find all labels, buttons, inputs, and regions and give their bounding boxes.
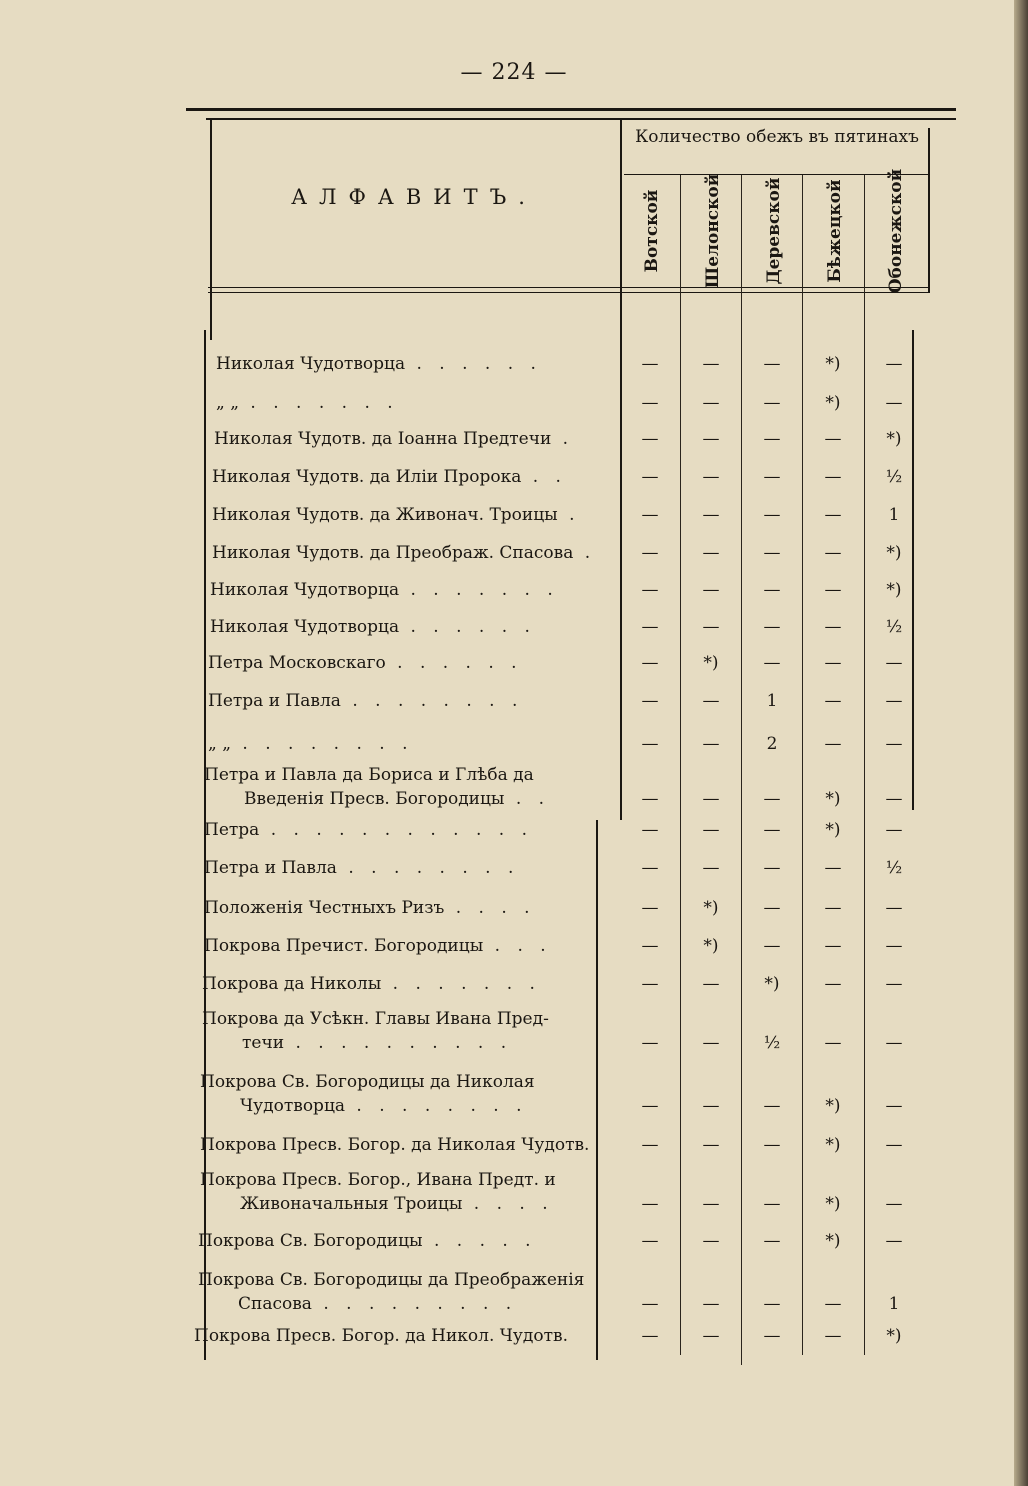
cell-bezhetskoy: *)	[825, 1194, 841, 1214]
cell-shelonskoy: —	[702, 1135, 720, 1155]
row-name	[210, 615, 610, 639]
row-name	[202, 972, 602, 996]
cell-shelonskoy: —	[702, 820, 720, 840]
leader-dots: . . . . . .	[399, 617, 536, 637]
cell-derevskoy: —	[763, 1135, 781, 1155]
cell-bezhetskoy: —	[824, 936, 842, 956]
leader-dots: . . . . . . .	[399, 580, 559, 600]
cell-votskoy: —	[641, 617, 659, 637]
cell-derevskoy: —	[763, 820, 781, 840]
cell-bezhetskoy: —	[824, 467, 842, 487]
leader-dots: . . . . . .	[385, 653, 523, 673]
cell-obonezhskoy: —	[885, 898, 903, 918]
cell-obonezhskoy: *)	[886, 580, 902, 600]
row-name-line1: Покрова Пресв. Богор. да Николая Чудотв.	[200, 1135, 590, 1155]
leader-dots: . .	[504, 789, 551, 809]
leader-dots: .	[551, 429, 575, 449]
row-name-line1: Петра и Павла	[208, 691, 341, 711]
cell-derevskoy: —	[763, 1231, 781, 1251]
cell-derevskoy: —	[763, 936, 781, 956]
row-name-line1: Покрова Пресв. Богор. да Никол. Чудотв.	[194, 1326, 568, 1346]
cell-bezhetskoy: —	[824, 1033, 842, 1053]
row-name	[200, 1168, 600, 1216]
cell-derevskoy: —	[763, 1096, 781, 1116]
row-name	[204, 763, 604, 811]
row-name	[204, 934, 604, 958]
row-name-line2: Введенія Пресв. Богородицы . .	[244, 789, 551, 809]
cell-shelonskoy: —	[702, 1326, 720, 1346]
leader-dots: . . . .	[462, 1194, 554, 1214]
cell-derevskoy: —	[763, 617, 781, 637]
row-name-line1: Николая Чудотв. да Преображ. Спасова	[212, 543, 574, 563]
column-header-shelonskoy: Шелонской	[703, 173, 723, 289]
row-name-line2: течи . . . . . . . . . .	[242, 1033, 513, 1053]
cell-bezhetskoy: —	[824, 653, 842, 673]
cell-votskoy: —	[641, 858, 659, 878]
column-header-votskoy: Вотской	[642, 189, 662, 273]
cell-shelonskoy: —	[702, 580, 720, 600]
cell-shelonskoy: —	[702, 1294, 720, 1314]
cell-shelonskoy: *)	[703, 936, 719, 956]
cell-shelonskoy: *)	[703, 898, 719, 918]
cell-derevskoy: —	[763, 429, 781, 449]
cell-bezhetskoy: *)	[825, 789, 841, 809]
cell-bezhetskoy: —	[824, 429, 842, 449]
top-rule-inner	[206, 118, 956, 120]
row-name	[208, 732, 608, 756]
row-name	[204, 896, 604, 920]
cell-derevskoy: *)	[764, 974, 780, 994]
cell-obonezhskoy: —	[885, 354, 903, 374]
row-name-line1: Николая Чудотворца	[210, 617, 400, 637]
cell-votskoy: —	[641, 393, 659, 413]
cell-bezhetskoy: *)	[825, 354, 841, 374]
cell-votskoy: —	[641, 543, 659, 563]
cell-votskoy: —	[641, 1231, 659, 1251]
column-header-derevskoy: Деревской	[764, 177, 784, 285]
cell-votskoy: —	[641, 1326, 659, 1346]
leader-dots: . . . . . . . .	[231, 734, 414, 754]
row-name-line2: Чудотворца . . . . . . . .	[240, 1096, 528, 1116]
cell-obonezhskoy: —	[885, 1033, 903, 1053]
row-name-line1: Покрова да Усѣкн. Главы Ивана Пред-	[202, 1009, 549, 1029]
cell-votskoy: —	[641, 1033, 659, 1053]
row-name	[202, 1007, 602, 1055]
row-name	[208, 689, 608, 713]
cell-votskoy: —	[641, 1294, 659, 1314]
cell-bezhetskoy: —	[824, 580, 842, 600]
row-name	[210, 578, 610, 602]
row-name-line1: Николая Чудотв. да Иліи Пророка	[212, 467, 522, 487]
cell-shelonskoy: —	[702, 691, 720, 711]
leader-dots: .	[557, 505, 581, 525]
cell-obonezhskoy: —	[885, 789, 903, 809]
row-name	[216, 352, 616, 376]
cell-votskoy: —	[641, 505, 659, 525]
leader-dots: . . . . . . .	[239, 393, 399, 413]
row-name-line2: Спасова . . . . . . . . .	[238, 1294, 518, 1314]
cell-bezhetskoy: —	[824, 691, 842, 711]
row-name-line1: Петра и Павла да Бориса и Глѣба да	[204, 765, 534, 785]
cell-obonezhskoy: —	[885, 936, 903, 956]
leader-dots: . . . . . . . .	[336, 858, 520, 878]
cell-votskoy: —	[641, 789, 659, 809]
cell-derevskoy: —	[763, 1326, 781, 1346]
row-name	[198, 1229, 598, 1253]
cell-shelonskoy: —	[702, 734, 720, 754]
row-name-line1: Николая Чудотворца	[210, 580, 400, 600]
row-name-line1: Петра Московскаго	[208, 653, 386, 673]
row-name-line1: Николая Чудотв. да Іоанна Предтечи	[214, 429, 552, 449]
row-name-line1: „ „	[208, 734, 232, 754]
cell-bezhetskoy: —	[824, 1294, 842, 1314]
header-double-rule	[208, 287, 930, 293]
row-name-line1: Покрова Св. Богородицы да Преображенія	[198, 1270, 585, 1290]
cell-shelonskoy: —	[702, 543, 720, 563]
obzhi-group-header: Количество обежъ въ пятинахъ	[635, 127, 919, 147]
cell-shelonskoy: —	[702, 858, 720, 878]
cell-bezhetskoy: *)	[825, 1096, 841, 1116]
cell-obonezhskoy: —	[885, 820, 903, 840]
cell-obonezhskoy: —	[885, 1096, 903, 1116]
row-name	[204, 818, 604, 842]
cell-derevskoy: —	[763, 858, 781, 878]
leader-dots: . . . . . . . . . .	[284, 1033, 513, 1053]
leader-dots: . . . . .	[422, 1231, 537, 1251]
cell-shelonskoy: *)	[703, 653, 719, 673]
cell-obonezhskoy: —	[885, 1194, 903, 1214]
cell-votskoy: —	[641, 429, 659, 449]
cell-derevskoy: —	[763, 898, 781, 918]
cell-obonezhskoy: ½	[885, 617, 903, 637]
column-header-bezhetskoy: Бѣжецкой	[825, 179, 845, 283]
cell-derevskoy: —	[763, 580, 781, 600]
row-name	[212, 465, 612, 489]
row-name-line1: Покрова Св. Богородицы да Николая	[200, 1072, 535, 1092]
cell-derevskoy: —	[763, 543, 781, 563]
cell-derevskoy: —	[763, 653, 781, 673]
cell-derevskoy: —	[763, 467, 781, 487]
cell-votskoy: —	[641, 691, 659, 711]
row-name-line1: Покрова Св. Богородицы	[198, 1231, 423, 1251]
cell-derevskoy: —	[763, 789, 781, 809]
cell-derevskoy: ½	[763, 1033, 781, 1053]
row-name-line1: Покрова Пресв. Богор., Ивана Предт. и	[200, 1170, 556, 1190]
cell-derevskoy: 1	[766, 691, 778, 711]
cell-bezhetskoy: —	[824, 858, 842, 878]
row-name	[212, 503, 612, 527]
leader-dots: . . . . . . . .	[345, 1096, 528, 1116]
leader-dots: . .	[521, 467, 567, 487]
leader-dots: . . . . . . .	[381, 974, 541, 994]
cell-obonezhskoy: 1	[888, 1294, 900, 1314]
row-name-line1: Покрова да Николы	[202, 974, 382, 994]
cell-obonezhskoy: —	[885, 691, 903, 711]
cell-votskoy: —	[641, 653, 659, 673]
page-edge	[1014, 0, 1028, 1486]
cell-shelonskoy: —	[702, 789, 720, 809]
cell-votskoy: —	[641, 580, 659, 600]
cell-derevskoy: —	[763, 505, 781, 525]
row-name-line2: Живоначальныя Троицы . . . .	[240, 1194, 554, 1214]
cell-derevskoy: 2	[766, 734, 778, 754]
cell-derevskoy: —	[763, 354, 781, 374]
row-name	[194, 1324, 594, 1348]
row-name	[212, 541, 612, 565]
cell-bezhetskoy: —	[824, 543, 842, 563]
row-name	[200, 1133, 600, 1157]
leader-dots: . . .	[483, 936, 552, 956]
row-name	[214, 427, 614, 451]
row-name-line1: Петра	[204, 820, 260, 840]
cell-votskoy: —	[641, 354, 659, 374]
cell-bezhetskoy: —	[824, 898, 842, 918]
leader-dots: . . . . . . . .	[340, 691, 524, 711]
leader-dots: . . . . . .	[405, 354, 542, 374]
cell-votskoy: —	[641, 1135, 659, 1155]
row-name-line1: Николая Чудотв. да Живонач. Троицы	[212, 505, 558, 525]
cell-obonezhskoy: *)	[886, 543, 902, 563]
row-name	[216, 391, 616, 415]
cell-votskoy: —	[641, 1194, 659, 1214]
cell-derevskoy: —	[763, 1294, 781, 1314]
cell-votskoy: —	[641, 898, 659, 918]
cell-obonezhskoy: —	[885, 734, 903, 754]
cell-obonezhskoy: —	[885, 1231, 903, 1251]
cell-bezhetskoy: —	[824, 617, 842, 637]
alphabet-column-header: АЛФАВИТЪ.	[291, 185, 537, 209]
leader-dots: . . . . . . . . .	[311, 1294, 518, 1314]
cell-shelonskoy: —	[702, 1231, 720, 1251]
cell-bezhetskoy: *)	[825, 820, 841, 840]
cell-votskoy: —	[641, 467, 659, 487]
row-name	[200, 1070, 600, 1118]
row-name-line1: Покрова Пречист. Богородицы	[204, 936, 484, 956]
cell-bezhetskoy: *)	[825, 1135, 841, 1155]
cell-shelonskoy: —	[702, 1096, 720, 1116]
cell-bezhetskoy: —	[824, 1326, 842, 1346]
cell-shelonskoy: —	[702, 505, 720, 525]
cell-obonezhskoy: ½	[885, 858, 903, 878]
left-border	[210, 120, 212, 340]
cell-derevskoy: —	[763, 393, 781, 413]
cell-bezhetskoy: —	[824, 734, 842, 754]
cell-shelonskoy: —	[702, 1194, 720, 1214]
row-name	[208, 651, 608, 675]
cell-bezhetskoy: *)	[825, 393, 841, 413]
cell-votskoy: —	[641, 1096, 659, 1116]
right-border	[928, 128, 930, 293]
cell-bezhetskoy: *)	[825, 1231, 841, 1251]
row-name	[204, 856, 604, 880]
cell-obonezhskoy: —	[885, 974, 903, 994]
cell-shelonskoy: —	[702, 617, 720, 637]
cell-obonezhskoy: 1	[888, 505, 900, 525]
cell-obonezhskoy: ½	[885, 467, 903, 487]
column-header-obonezhskoy: Обонежской	[886, 168, 906, 294]
cell-bezhetskoy: —	[824, 974, 842, 994]
cell-bezhetskoy: —	[824, 505, 842, 525]
cell-shelonskoy: —	[702, 974, 720, 994]
leader-dots: . . . .	[444, 898, 536, 918]
cell-shelonskoy: —	[702, 1033, 720, 1053]
row-name	[198, 1268, 598, 1316]
cell-shelonskoy: —	[702, 467, 720, 487]
top-rule	[186, 108, 956, 111]
page-number: — 224 —	[460, 60, 568, 85]
leader-dots: . . . . . . . . . . . .	[259, 820, 534, 840]
row-name-line1: Петра и Павла	[204, 858, 337, 878]
row-name-line1: Положенія Честныхъ Ризъ	[204, 898, 445, 918]
cell-obonezhskoy: —	[885, 653, 903, 673]
cell-obonezhskoy: —	[885, 1135, 903, 1155]
cell-votskoy: —	[641, 734, 659, 754]
cell-shelonskoy: —	[702, 354, 720, 374]
cell-votskoy: —	[641, 974, 659, 994]
cell-votskoy: —	[641, 936, 659, 956]
row-name-line1: Николая Чудотворца	[216, 354, 406, 374]
cell-derevskoy: —	[763, 1194, 781, 1214]
cell-shelonskoy: —	[702, 393, 720, 413]
row-name-line1: „ „	[216, 393, 240, 413]
cell-obonezhskoy: —	[885, 393, 903, 413]
leader-dots: .	[573, 543, 597, 563]
cell-shelonskoy: —	[702, 429, 720, 449]
cell-obonezhskoy: *)	[886, 429, 902, 449]
cell-obonezhskoy: *)	[886, 1326, 902, 1346]
cell-votskoy: —	[641, 820, 659, 840]
